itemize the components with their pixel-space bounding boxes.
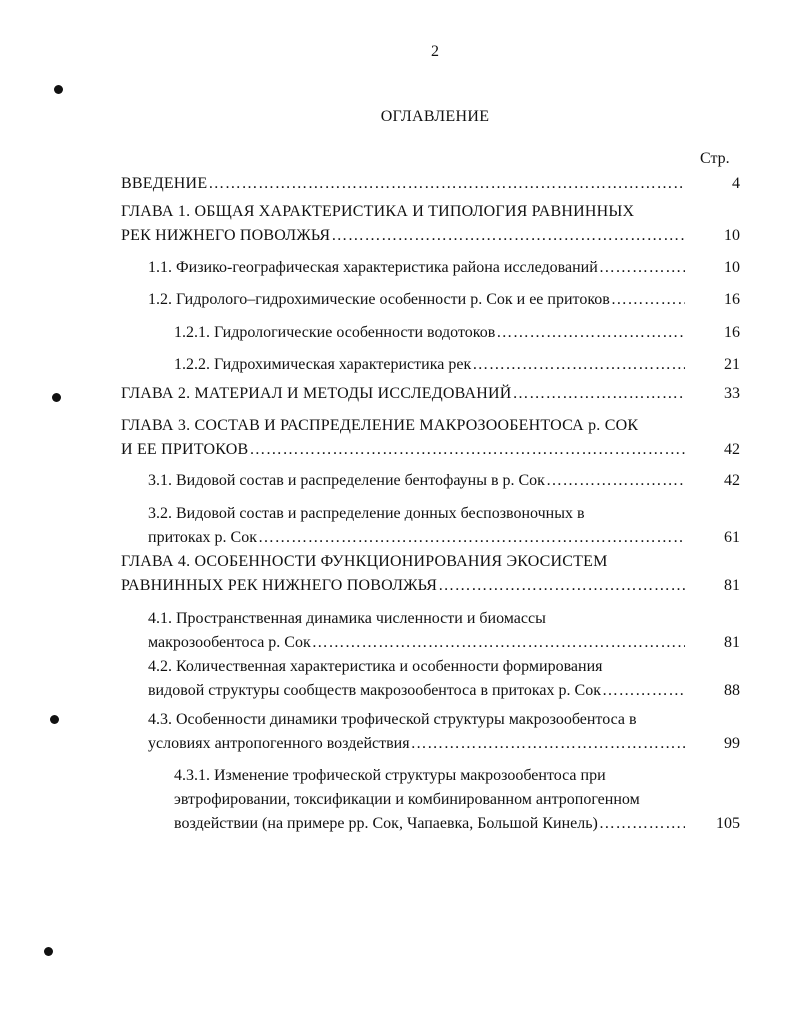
dot-leader bbox=[438, 574, 685, 598]
entry-title-line: 3.1. Видовой состав и распределение бентофауны в р. Сок bbox=[148, 472, 545, 489]
entry-page-number: 88 bbox=[724, 682, 740, 699]
entry-title-line: макрозообентоса р. Сок bbox=[148, 634, 311, 651]
entry-page-number: 10 bbox=[724, 227, 740, 244]
dot-leader bbox=[599, 256, 685, 280]
margin-mark bbox=[54, 85, 63, 94]
entry-title-line: РАВНИННЫХ РЕК НИЖНЕГО ПОВОЛЖЬЯ bbox=[121, 577, 438, 594]
margin-mark bbox=[50, 715, 59, 724]
dot-leader bbox=[258, 526, 685, 550]
entry-title-line: притоках р. Сок bbox=[148, 529, 257, 546]
entry-title-line: 4.1. Пространственная динамика численности и биомассы bbox=[148, 610, 546, 627]
dot-leader bbox=[611, 288, 685, 312]
entry-title-line: 4.2. Количественная характеристика и особенности формирования bbox=[148, 658, 603, 675]
toc-entry-chapter-4[interactable] bbox=[121, 550, 685, 598]
dot-leader bbox=[512, 382, 685, 406]
dot-leader bbox=[546, 469, 685, 493]
toc-entry-introduction[interactable] bbox=[121, 172, 685, 196]
entry-title-line: ГЛАВА 3. СОСТАВ И РАСПРЕДЕЛЕНИЕ МАКРОЗООБЕНТОСА р. СОК bbox=[121, 417, 639, 434]
entry-title-line: видовой структуры сообществ макрозообентоса в притоках р. Сок bbox=[148, 682, 601, 699]
entry-title-line: ГЛАВА 2. МАТЕРИАЛ И МЕТОДЫ ИССЛЕДОВАНИЙ bbox=[121, 385, 512, 402]
entry-page-number: 21 bbox=[724, 356, 740, 373]
entry-page-number: 61 bbox=[724, 529, 740, 546]
margin-mark bbox=[52, 393, 61, 402]
toc-title: ОГЛАВЛЕНИЕ bbox=[380, 108, 490, 125]
entry-title-line: условиях антропогенного воздействия bbox=[148, 735, 410, 752]
entry-title-line: 1.2.2. Гидрохимическая характеристика рек bbox=[174, 356, 472, 373]
dot-leader bbox=[602, 679, 685, 703]
entry-page-number: 4 bbox=[732, 175, 740, 192]
toc-entry-section-4-3[interactable] bbox=[148, 708, 685, 756]
entry-title-line: 1.2. Гидролого–гидрохимические особенности р. Сок и ее притоков bbox=[148, 291, 610, 308]
dot-leader bbox=[331, 224, 685, 248]
entry-title-line: воздействии (на примере рр. Сок, Чапаевка, Большой Кинель) bbox=[174, 815, 598, 832]
dot-leader bbox=[472, 353, 685, 377]
dot-leader bbox=[411, 732, 685, 756]
toc-entry-section-1-2-2[interactable] bbox=[174, 353, 685, 377]
entry-page-number: 81 bbox=[724, 634, 740, 651]
toc-entry-section-4-1[interactable] bbox=[148, 607, 685, 655]
entry-title-line: 4.3.1. Изменение трофической структуры макрозообентоса при bbox=[174, 767, 606, 784]
margin-mark bbox=[44, 947, 53, 956]
entry-title-line: И ЕЕ ПРИТОКОВ bbox=[121, 441, 249, 458]
dot-leader bbox=[208, 172, 685, 196]
toc-entry-section-1-1[interactable] bbox=[148, 256, 685, 280]
entry-page-number: 16 bbox=[724, 291, 740, 308]
entry-page-number: 42 bbox=[724, 441, 740, 458]
entry-page-number: 42 bbox=[724, 472, 740, 489]
dot-leader bbox=[599, 812, 685, 836]
entry-title-line: 3.2. Видовой состав и распределение донных беспозвоночных в bbox=[148, 505, 585, 522]
entry-title-line: ГЛАВА 4. ОСОБЕННОСТИ ФУНКЦИОНИРОВАНИЯ ЭКОСИСТЕМ bbox=[121, 553, 608, 570]
toc-entry-section-4-2[interactable] bbox=[148, 655, 685, 703]
dot-leader bbox=[312, 631, 685, 655]
entry-title-line: 1.1. Физико-географическая характеристика района исследований bbox=[148, 259, 598, 276]
toc-entry-section-1-2[interactable] bbox=[148, 288, 685, 312]
toc-entry-chapter-2[interactable] bbox=[121, 382, 685, 406]
entry-page-number: 99 bbox=[724, 735, 740, 752]
page-number: 2 bbox=[431, 43, 439, 60]
entry-page-number: 105 bbox=[716, 815, 740, 832]
toc-entry-section-3-1[interactable] bbox=[148, 469, 685, 493]
entry-page-number: 33 bbox=[724, 385, 740, 402]
toc-entry-chapter-3[interactable] bbox=[121, 414, 685, 462]
page-column-header: Стр. bbox=[700, 150, 730, 167]
entry-title-line: РЕК НИЖНЕГО ПОВОЛЖЬЯ bbox=[121, 227, 331, 244]
dot-leader bbox=[249, 438, 685, 462]
entry-title-line: 1.2.1. Гидрологические особенности водотоков bbox=[174, 324, 496, 341]
dot-leader bbox=[496, 321, 685, 345]
entry-title-line: эвтрофировании, токсификации и комбинированном антропогенном bbox=[174, 791, 640, 808]
toc-entry-section-1-2-1[interactable] bbox=[174, 321, 685, 345]
entry-title-line: ГЛАВА 1. ОБЩАЯ ХАРАКТЕРИСТИКА И ТИПОЛОГИЯ РАВНИННЫХ bbox=[121, 203, 635, 220]
entry-page-number: 10 bbox=[724, 259, 740, 276]
entry-title-line: ВВЕДЕНИЕ bbox=[121, 175, 208, 192]
entry-page-number: 16 bbox=[724, 324, 740, 341]
entry-page-number: 81 bbox=[724, 577, 740, 594]
toc-entry-section-4-3-1[interactable] bbox=[174, 764, 685, 836]
toc-entry-section-3-2[interactable] bbox=[148, 502, 685, 550]
entry-title-line: 4.3. Особенности динамики трофической структуры макрозообентоса в bbox=[148, 711, 637, 728]
toc-entry-chapter-1[interactable] bbox=[121, 200, 685, 248]
